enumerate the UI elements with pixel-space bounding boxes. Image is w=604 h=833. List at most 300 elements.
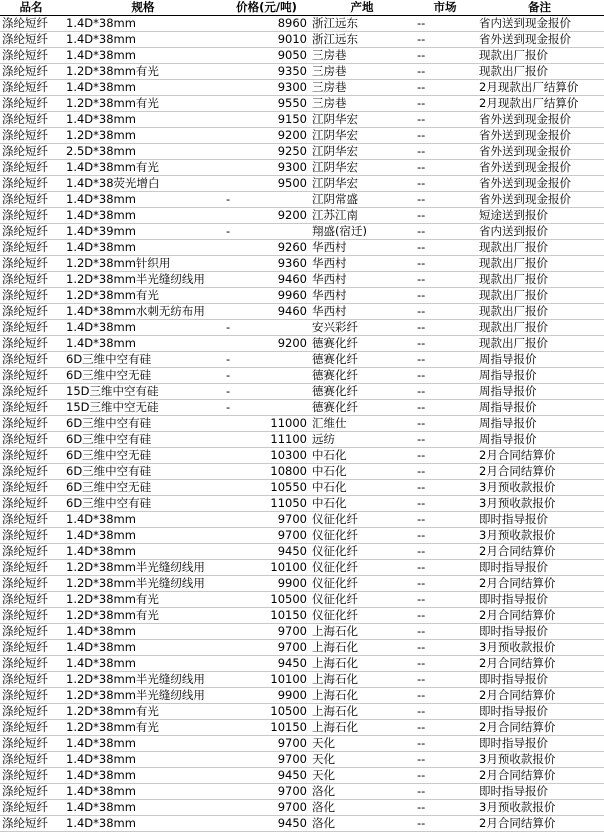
cell-price: 9550 [224,96,309,112]
table-row [0,240,604,256]
cell-price: 10150 [224,720,309,736]
cell-name: 涤纶短纤 [0,416,62,432]
cell-market: -- [415,320,475,336]
cell-spec: 1.4D*38mm [62,640,224,656]
cell-spec: 1.4D*38mm水刺无纺布用 [62,304,224,320]
cell-price: 9900 [224,576,309,592]
cell-place: 中石化 [309,496,415,512]
table-row [0,96,604,112]
cell-place: 仪征化纤 [309,544,415,560]
cell-name: 涤纶短纤 [0,640,62,656]
cell-name: 涤纶短纤 [0,560,62,576]
cell-place: 仪征化纤 [309,528,415,544]
cell-price: - [224,352,309,368]
cell-place: 上海石化 [309,720,415,736]
cell-place: 三房巷 [309,96,415,112]
cell-remark: 省内送到报价 [475,224,604,240]
cell-spec: 1.4D*38mm [62,784,224,800]
cell-remark: 2月合同结算价 [475,464,604,480]
cell-name: 涤纶短纤 [0,144,62,160]
cell-place: 天化 [309,768,415,784]
cell-name: 涤纶短纤 [0,128,62,144]
table-row [0,672,604,688]
header-name: 品名 [0,0,62,16]
cell-spec: 1.4D*38mm [62,736,224,752]
cell-price: 10150 [224,608,309,624]
cell-name: 涤纶短纤 [0,496,62,512]
cell-remark: 2月合同结算价 [475,544,604,560]
cell-price: 9960 [224,288,309,304]
cell-place: 远纺 [309,432,415,448]
cell-market: -- [415,112,475,128]
cell-name: 涤纶短纤 [0,768,62,784]
cell-remark: 即时指导报价 [475,592,604,608]
table-row [0,480,604,496]
cell-price: 11100 [224,432,309,448]
cell-name: 涤纶短纤 [0,336,62,352]
cell-remark: 2月合同结算价 [475,816,604,832]
cell-place: 汇维仕 [309,416,415,432]
cell-name: 涤纶短纤 [0,816,62,832]
cell-spec: 6D三维中空有硅 [62,464,224,480]
cell-place: 德赛化纤 [309,352,415,368]
cell-place: 中石化 [309,480,415,496]
cell-place: 仪征化纤 [309,608,415,624]
cell-remark: 2月合同结算价 [475,768,604,784]
cell-market: -- [415,208,475,224]
table-row [0,800,604,816]
table-row [0,448,604,464]
table-row [0,624,604,640]
cell-price: 10100 [224,672,309,688]
cell-market: -- [415,624,475,640]
cell-place: 德赛化纤 [309,368,415,384]
cell-price: - [224,224,309,240]
cell-price: 10500 [224,704,309,720]
cell-spec: 1.4D*38mm [62,208,224,224]
table-row [0,768,604,784]
cell-name: 涤纶短纤 [0,320,62,336]
header-remark: 备注 [475,0,604,16]
cell-market: -- [415,304,475,320]
table-row [0,656,604,672]
table-row [0,640,604,656]
cell-price: 9200 [224,336,309,352]
cell-name: 涤纶短纤 [0,240,62,256]
cell-spec: 1.4D*38mm [62,336,224,352]
cell-spec: 6D三维中空有硅 [62,416,224,432]
table-row [0,816,604,832]
cell-place: 德赛化纤 [309,384,415,400]
cell-remark: 省外送到现金报价 [475,192,604,208]
cell-place: 浙江远东 [309,32,415,48]
cell-name: 涤纶短纤 [0,384,62,400]
cell-place: 仪征化纤 [309,592,415,608]
cell-remark: 3月预收款报价 [475,752,604,768]
cell-spec: 1.4D*38mm [62,544,224,560]
cell-spec: 1.4D*38mm [62,16,224,32]
table-row [0,704,604,720]
cell-remark: 省外送到现金报价 [475,128,604,144]
cell-remark: 2月合同结算价 [475,688,604,704]
cell-market: -- [415,720,475,736]
cell-price: 9450 [224,768,309,784]
cell-remark: 2月合同结算价 [475,656,604,672]
cell-spec: 1.4D*38mm [62,80,224,96]
cell-name: 涤纶短纤 [0,720,62,736]
table-row [0,272,604,288]
cell-price: 9200 [224,208,309,224]
cell-market: -- [415,512,475,528]
cell-place: 上海石化 [309,640,415,656]
table-row [0,48,604,64]
table-row [0,336,604,352]
cell-name: 涤纶短纤 [0,688,62,704]
cell-spec: 1.2D*38mm [62,128,224,144]
cell-market: -- [415,16,475,32]
cell-market: -- [415,64,475,80]
cell-remark: 即时指导报价 [475,672,604,688]
cell-price: 9260 [224,240,309,256]
table-row [0,64,604,80]
cell-remark: 周指导报价 [475,400,604,416]
cell-name: 涤纶短纤 [0,176,62,192]
cell-market: -- [415,240,475,256]
table-row [0,256,604,272]
table-row [0,224,604,240]
table-row [0,352,604,368]
table-row [0,176,604,192]
cell-spec: 1.4D*38mm [62,816,224,832]
cell-price: 10100 [224,560,309,576]
cell-market: -- [415,640,475,656]
cell-name: 涤纶短纤 [0,288,62,304]
cell-spec: 1.2D*38mm有光 [62,704,224,720]
table-row [0,16,604,32]
cell-market: -- [415,704,475,720]
cell-remark: 3月预收款报价 [475,800,604,816]
cell-name: 涤纶短纤 [0,224,62,240]
cell-place: 上海石化 [309,672,415,688]
cell-market: -- [415,288,475,304]
table-row [0,208,604,224]
cell-name: 涤纶短纤 [0,272,62,288]
cell-name: 涤纶短纤 [0,784,62,800]
cell-market: -- [415,400,475,416]
cell-market: -- [415,560,475,576]
cell-place: 三房巷 [309,80,415,96]
cell-market: -- [415,160,475,176]
cell-place: 上海石化 [309,704,415,720]
cell-remark: 省内送到现金报价 [475,16,604,32]
cell-place: 上海石化 [309,624,415,640]
cell-place: 华西村 [309,288,415,304]
cell-market: -- [415,336,475,352]
cell-name: 涤纶短纤 [0,704,62,720]
cell-name: 涤纶短纤 [0,576,62,592]
cell-price: - [224,400,309,416]
cell-place: 天化 [309,752,415,768]
cell-name: 涤纶短纤 [0,608,62,624]
table-row [0,160,604,176]
cell-place: 洛化 [309,800,415,816]
cell-name: 涤纶短纤 [0,592,62,608]
cell-name: 涤纶短纤 [0,192,62,208]
cell-price: 9500 [224,176,309,192]
cell-remark: 2月合同结算价 [475,448,604,464]
table-row [0,592,604,608]
cell-price: 9700 [224,528,309,544]
table-row [0,608,604,624]
cell-remark: 现款出厂报价 [475,64,604,80]
cell-price: 9250 [224,144,309,160]
cell-remark: 周指导报价 [475,432,604,448]
cell-market: -- [415,688,475,704]
cell-remark: 即时指导报价 [475,560,604,576]
cell-spec: 1.2D*38mm有光 [62,608,224,624]
cell-market: -- [415,784,475,800]
cell-name: 涤纶短纤 [0,656,62,672]
cell-spec: 1.4D*38mm [62,192,224,208]
cell-remark: 现款出厂报价 [475,304,604,320]
cell-spec: 1.2D*38mm半光缝纫线用 [62,560,224,576]
cell-price: 10800 [224,464,309,480]
cell-market: -- [415,592,475,608]
cell-price: 9350 [224,64,309,80]
cell-name: 涤纶短纤 [0,112,62,128]
cell-name: 涤纶短纤 [0,512,62,528]
cell-remark: 2月现款出厂结算价 [475,80,604,96]
cell-market: -- [415,384,475,400]
cell-remark: 省外送到现金报价 [475,112,604,128]
cell-place: 江阴华宏 [309,176,415,192]
cell-remark: 周指导报价 [475,416,604,432]
cell-place: 三房巷 [309,48,415,64]
cell-remark: 即时指导报价 [475,784,604,800]
cell-place: 江阴华宏 [309,144,415,160]
table-row [0,384,604,400]
cell-market: -- [415,496,475,512]
cell-remark: 即时指导报价 [475,704,604,720]
cell-market: -- [415,192,475,208]
cell-market: -- [415,528,475,544]
cell-name: 涤纶短纤 [0,80,62,96]
cell-spec: 1.4D*38mm [62,800,224,816]
table-body [0,16,604,832]
cell-name: 涤纶短纤 [0,464,62,480]
cell-market: -- [415,576,475,592]
cell-market: -- [415,416,475,432]
cell-spec: 6D三维中空有硅 [62,432,224,448]
table-row [0,752,604,768]
cell-price: 9150 [224,112,309,128]
cell-spec: 1.4D*38mm [62,624,224,640]
cell-remark: 省外送到现金报价 [475,176,604,192]
cell-name: 涤纶短纤 [0,160,62,176]
cell-spec: 1.4D*39mm [62,224,224,240]
cell-place: 仪征化纤 [309,560,415,576]
header-row [0,0,604,16]
cell-market: -- [415,80,475,96]
cell-spec: 1.4D*38mm [62,32,224,48]
cell-price: 9360 [224,256,309,272]
cell-place: 仪征化纤 [309,576,415,592]
cell-remark: 现款出厂报价 [475,320,604,336]
cell-price: 9700 [224,800,309,816]
cell-spec: 1.2D*38mm半光缝纫线用 [62,272,224,288]
cell-spec: 1.4D*38mm [62,240,224,256]
table-row [0,304,604,320]
cell-spec: 1.2D*38mm半光缝纫线用 [62,576,224,592]
cell-market: -- [415,608,475,624]
cell-price: 9300 [224,80,309,96]
cell-price: 9700 [224,624,309,640]
cell-place: 江苏江南 [309,208,415,224]
cell-spec: 6D三维中空无硅 [62,368,224,384]
cell-market: -- [415,144,475,160]
cell-spec: 6D三维中空有硅 [62,496,224,512]
cell-spec: 1.4D*38mm [62,112,224,128]
cell-spec: 1.4D*38mm [62,656,224,672]
cell-market: -- [415,800,475,816]
cell-spec: 1.4D*38mm [62,512,224,528]
cell-name: 涤纶短纤 [0,32,62,48]
cell-name: 涤纶短纤 [0,448,62,464]
cell-name: 涤纶短纤 [0,352,62,368]
cell-price: 9700 [224,752,309,768]
cell-remark: 现款出厂报价 [475,240,604,256]
cell-market: -- [415,368,475,384]
cell-place: 华西村 [309,240,415,256]
cell-place: 德赛化纤 [309,400,415,416]
cell-market: -- [415,48,475,64]
cell-spec: 1.2D*38mm半光缝纫线用 [62,688,224,704]
cell-remark: 2月现款出厂结算价 [475,96,604,112]
cell-place: 德赛化纤 [309,336,415,352]
cell-place: 江阴常盛 [309,192,415,208]
table-row [0,512,604,528]
cell-spec: 1.2D*38mm有光 [62,64,224,80]
cell-place: 洛化 [309,816,415,832]
cell-place: 浙江远东 [309,16,415,32]
cell-spec: 15D三维中空无硅 [62,400,224,416]
cell-price: 9010 [224,32,309,48]
cell-remark: 省外送到现金报价 [475,160,604,176]
cell-name: 涤纶短纤 [0,208,62,224]
table-row [0,144,604,160]
cell-price: 8960 [224,16,309,32]
cell-remark: 省外送到现金报价 [475,32,604,48]
cell-name: 涤纶短纤 [0,528,62,544]
cell-place: 华西村 [309,272,415,288]
cell-place: 三房巷 [309,64,415,80]
table-row [0,464,604,480]
cell-price: 10550 [224,480,309,496]
cell-market: -- [415,432,475,448]
cell-market: -- [415,32,475,48]
cell-name: 涤纶短纤 [0,432,62,448]
cell-price: 9460 [224,304,309,320]
cell-remark: 即时指导报价 [475,736,604,752]
cell-market: -- [415,176,475,192]
cell-name: 涤纶短纤 [0,800,62,816]
cell-place: 上海石化 [309,656,415,672]
cell-place: 洛化 [309,784,415,800]
cell-market: -- [415,128,475,144]
cell-remark: 现款出厂报价 [475,272,604,288]
cell-place: 上海石化 [309,688,415,704]
cell-name: 涤纶短纤 [0,736,62,752]
table-row [0,112,604,128]
cell-price: - [224,320,309,336]
cell-remark: 现款出厂报价 [475,256,604,272]
cell-remark: 即时指导报价 [475,512,604,528]
header-spec: 规格 [62,0,224,16]
cell-remark: 短途送到报价 [475,208,604,224]
table-row [0,688,604,704]
cell-spec: 1.2D*38mm有光 [62,720,224,736]
cell-spec: 1.4D*38mm [62,768,224,784]
cell-place: 翔盛(宿迁) [309,224,415,240]
cell-market: -- [415,480,475,496]
header-market: 市场 [415,0,475,16]
cell-remark: 现款出厂报价 [475,336,604,352]
cell-price: 9700 [224,784,309,800]
cell-market: -- [415,672,475,688]
cell-market: -- [415,96,475,112]
cell-price: 11050 [224,496,309,512]
cell-price: 9050 [224,48,309,64]
cell-spec: 1.4D*38荧光增白 [62,176,224,192]
cell-spec: 6D三维中空有硅 [62,352,224,368]
cell-remark: 3月预收款报价 [475,640,604,656]
cell-price: 9900 [224,688,309,704]
cell-market: -- [415,224,475,240]
cell-spec: 15D三维中空有硅 [62,384,224,400]
cell-spec: 1.2D*38mm半光缝纫线用 [62,672,224,688]
cell-price: - [224,368,309,384]
cell-name: 涤纶短纤 [0,624,62,640]
cell-market: -- [415,272,475,288]
table-row [0,416,604,432]
cell-market: -- [415,256,475,272]
cell-spec: 1.4D*38mm有光 [62,160,224,176]
cell-price: 9300 [224,160,309,176]
cell-price: 9200 [224,128,309,144]
cell-price: 9700 [224,640,309,656]
table-row [0,544,604,560]
cell-market: -- [415,544,475,560]
cell-spec: 1.2D*38mm针织用 [62,256,224,272]
cell-place: 天化 [309,736,415,752]
cell-remark: 3月预收款报价 [475,528,604,544]
cell-remark: 省外送到现金报价 [475,144,604,160]
table-row [0,528,604,544]
cell-remark: 周指导报价 [475,384,604,400]
cell-name: 涤纶短纤 [0,64,62,80]
cell-price: - [224,192,309,208]
cell-name: 涤纶短纤 [0,16,62,32]
cell-place: 江阴华宏 [309,112,415,128]
cell-price: 11000 [224,416,309,432]
cell-spec: 1.2D*38mm有光 [62,96,224,112]
cell-remark: 2月合同结算价 [475,576,604,592]
cell-market: -- [415,464,475,480]
cell-market: -- [415,656,475,672]
cell-remark: 2月合同结算价 [475,720,604,736]
cell-name: 涤纶短纤 [0,480,62,496]
cell-remark: 2月合同结算价 [475,608,604,624]
